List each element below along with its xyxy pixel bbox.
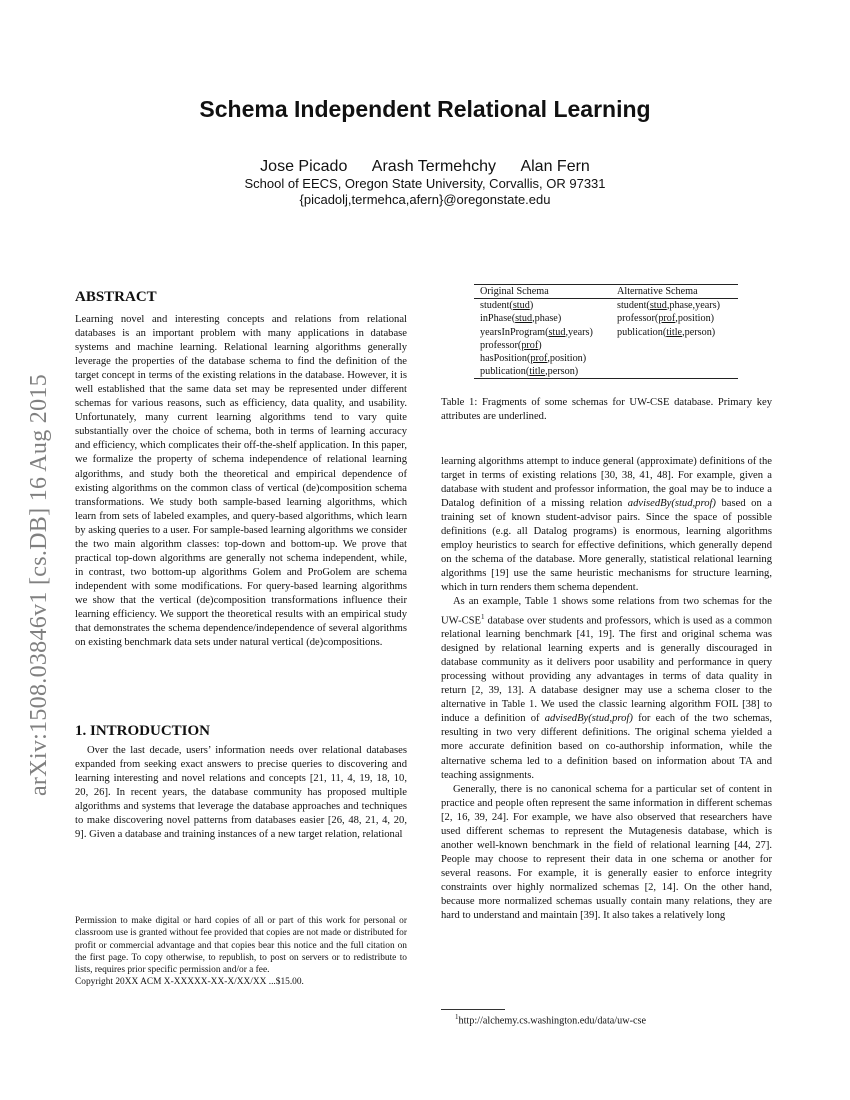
abstract-heading: ABSTRACT	[75, 289, 157, 305]
arxiv-stamp: arXiv:1508.03846v1 [cs.DB] 16 Aug 2015	[26, 373, 52, 797]
introduction-heading: 1. INTRODUCTION	[75, 723, 211, 739]
footnote: $^1$http://alchemy.cs.washington.edu/data/uw-cse	[455, 1013, 646, 1027]
table-header-row	[474, 285, 738, 298]
footnote-url: http://alchemy.cs.washington.edu/data/uw-cse	[458, 1015, 646, 1027]
original-schema-column	[474, 299, 617, 378]
table-cell: student(stud)	[480, 300, 534, 312]
alternative-schema-column	[617, 299, 738, 378]
paragraph: Generally, there is no canonical schema for a particular set of content in practice and people often represent the same information in different schemas [2, 16, 39, 24]. For example, we have also observed that researchers have used different schemas to represent the Mutagenesis database, which is another well-known benchmark in the field of relational learning [44, 27]. People may choose to represent their data in one schema or another for several reasons. For example, it is generally easier to enforce integrity constraints over highly normalized schemas [2, 14]. On the other hand, because more normalized schemas usually contain many relations, they are hard to understand and maintain [39]. It also takes a relatively long	[441, 783, 772, 922]
permission-notice	[75, 915, 407, 989]
footnote-rule	[441, 1009, 505, 1010]
author-name: Alan Fern	[520, 158, 590, 175]
right-column-body	[441, 455, 772, 923]
schema-table	[474, 284, 738, 379]
table-cell: publication(title,person)	[480, 366, 579, 378]
permission-text: Permission to make digital or hard copies of all or part of this work for personal or classroom use is granted without fee provided that copies are not made or distributed for profit or commercial advantage and that copies bear this notice and the full citation on the first page. To copy otherwise, to republish, to post on servers or to redistribute to lists, requires prior specific permission and/or a fee.	[75, 916, 407, 976]
affiliation: School of EECS, Oregon State University, Corvallis, OR 97331	[244, 176, 606, 191]
paragraph: As an example, Table 1 shows some relations from two schemas for the UW-CSE$^1$ database over students and professors, which is used as a common relational learning benchmark [41, 19]. The first and original schema was designed by relational learning experts and is generally discouraged in database community as it delivers poor usability and performance in query processing without providing any advantages in terms of data quality in return [2, 39, 13]. A database designer may use a schema closer to the alternative in Table 1. We used the classic learning algorithm FOIL [38] to induce a definition of advisedBy(stud,prof) for each of the two schemas, resulting in two very different definitions. The original schema yielded a more accurate definition based on co-authorship information, while the alternative schema led to a definition based on information about TA and teaching assignments.	[441, 596, 772, 781]
author-name: Arash Termehchy	[371, 158, 496, 175]
author-emails: {picadolj,termehca,afern}@oregonstate.edu	[299, 192, 551, 207]
affiliation-block	[0, 176, 850, 208]
abstract-text: Learning novel and interesting concepts and relations from relational databases is an important problem with many applications in database systems and machine learning. Relational learning algorithms generally leverage the properties of the database schema to find the definition of the target concept in terms of the existing relations in the database. However, it is well established that the same data set may be represented under different schemas for various reasons, such as efficiency, data quality, and usability. Unfortunately, many current learning algorithms tend to vary quite substantially over the choice of schema, both in terms of learning accuracy and efficiency, which complicates their off-the-shelf application. In this paper, we formalize the property of schema independence of relational learning algorithms, and study both the theoretical and empirical dependence of existing algorithms on the common class of vertical (de)composition schema transformations. We study both sample-based learning algorithms, which learn from sets of labeled examples, and query-based algorithms, which learn by asking queries to a user. For sample-based learning algorithms we consider the two main algorithm classes: top-down and bottom-up. We prove that practical top-down algorithms are generally not schema independent, while, in contrast, two bottom-up algorithms Golem and ProGolem are schema independent with some modifications. For query-based learning algorithms we show that the vertical (de)composition transformations influence their learning efficiency. We support the theoretical results with an empirical study that demonstrates the schema dependence/independence of several algorithms on existing benchmark data sets under natural vertical (de)compositions.	[75, 314, 407, 649]
table-cell: professor(prof,position)	[617, 313, 715, 325]
table-caption: Table 1: Fragments of some schemas for UW-CSE database. Primary key attributes are underlined.	[441, 397, 772, 422]
copyright-line: Copyright 20XX ACM X-XXXXX-XX-X/XX/XX ...$15.00.	[75, 977, 304, 988]
author-name: Jose Picado	[260, 158, 348, 175]
table-bottom-rule	[474, 378, 738, 379]
table-cell: hasPosition(prof,position)	[480, 353, 587, 365]
table-header-alternative: Alternative Schema	[617, 286, 698, 297]
paper-title: Schema Independent Relational Learning	[199, 96, 651, 122]
table-cell: yearsInProgram(stud,years)	[480, 326, 593, 338]
author-list	[0, 158, 850, 176]
introduction-text: Over the last decade, users’ information needs over relational databases expanded from seeking exact answers to precise queries to discovering and learning interesting and novel relations and concepts [21, 11, 4, 19, 18, 10, 20, 26]. In recent years, the database community has proposed multiple algorithms and systems that leverage the database approaches and techniques to make discovering novel patterns from databases easier [26, 48, 21, 4, 20, 9]. Given a database and training instances of a new target relation, relational	[75, 745, 407, 841]
table-cell: inPhase(stud,phase)	[480, 313, 562, 325]
abstract-section	[75, 288, 407, 650]
table-cell: professor(prof)	[480, 339, 542, 351]
table-cell: student(stud,phase,years)	[617, 300, 720, 312]
introduction-section	[75, 722, 407, 842]
table-cell: publication(title,person)	[617, 326, 716, 338]
paragraph: learning algorithms attempt to induce general (approximate) definitions of the target in terms of existing relations [30, 38, 41, 48]. For example, given a database with student and professor information, the goal may be to induce a Datalog definition of a missing relation advisedBy(stud,prof) based on a training set of known student-advisor pairs. Since the space of possible definitions (e.g. all Datalog programs) is enormous, learning algorithms employ heuristics to search for effective definitions, which generally depend on the schema of the database. More generally, statistical relational learning algorithms [19] use the same heuristic mechanisms for structure learning, which in turn renders them schema dependent.	[441, 456, 772, 594]
table-header-original: Original Schema	[480, 286, 549, 297]
